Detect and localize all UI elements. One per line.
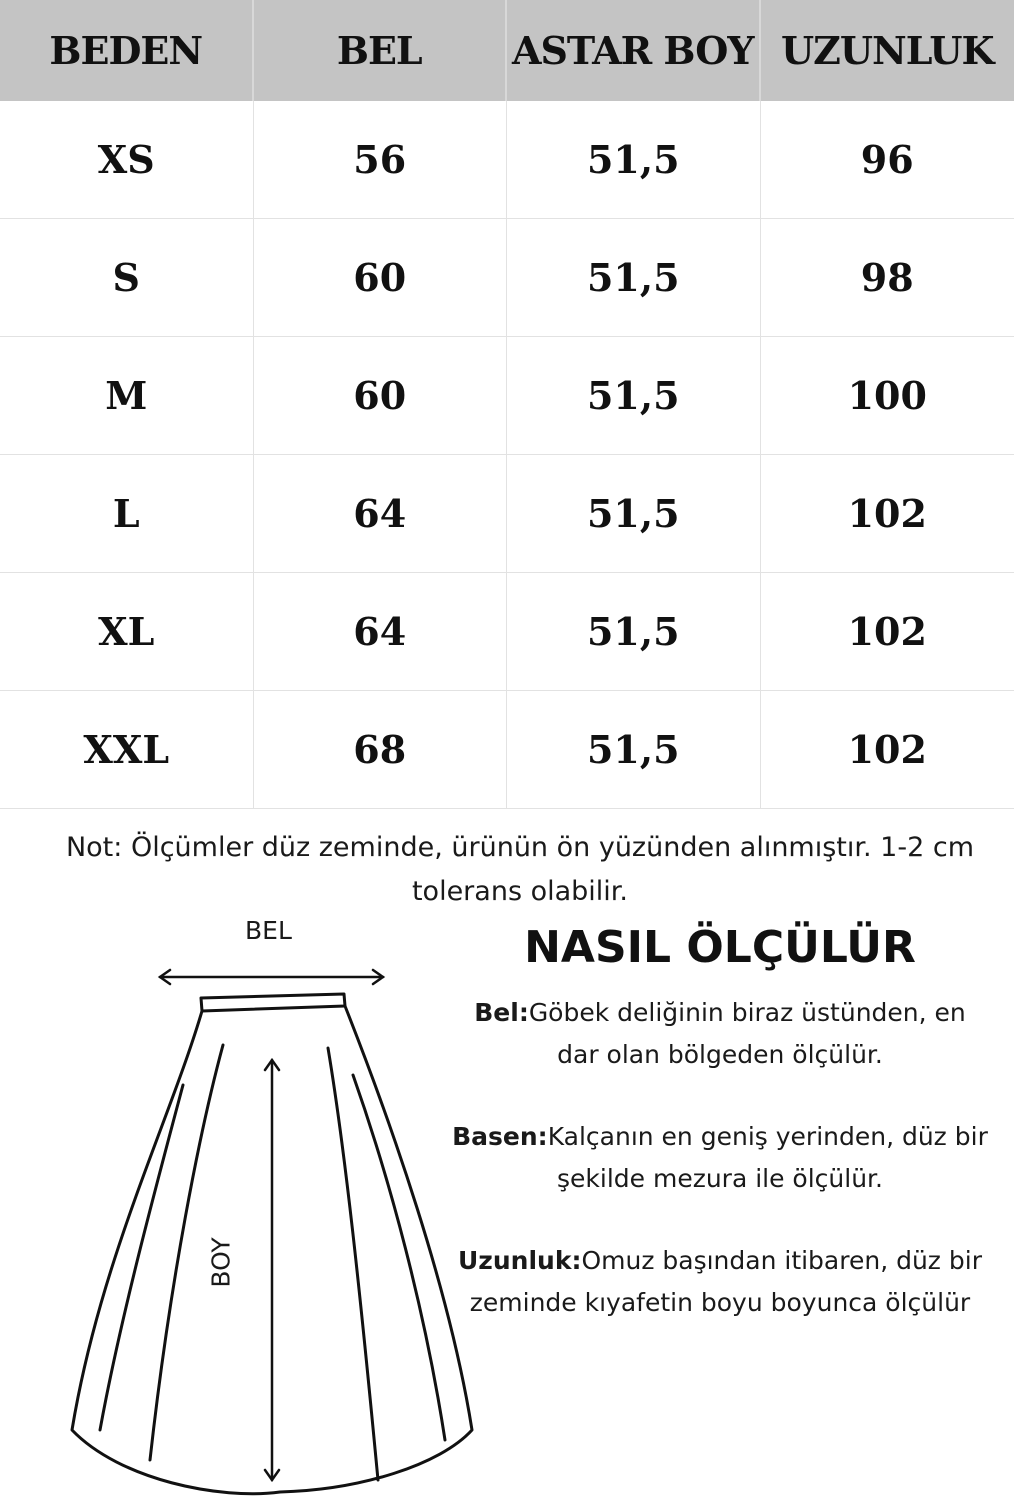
skirt-diagram — [60, 960, 490, 1500]
cell-astar-boy: 51,5 — [507, 455, 761, 572]
header-beden: BEDEN — [0, 0, 254, 101]
cell-astar-boy: 51,5 — [507, 219, 761, 336]
cell-size: L — [0, 455, 254, 572]
cell-astar-boy: 51,5 — [507, 573, 761, 690]
measurement-note: Not: Ölçümler düz zeminde, ürünün ön yüzünden alınmıştır. 1-2 cm tolerans olabilir. — [65, 832, 975, 907]
table-row — [0, 455, 1014, 573]
howto-term: Uzunluk: — [458, 1246, 582, 1275]
table-row — [0, 219, 1014, 337]
howto-bel — [450, 992, 990, 1076]
bel-arrow-icon — [160, 970, 383, 984]
cell-uzunluk: 96 — [860, 137, 914, 182]
cell-bel: 60 — [254, 337, 508, 454]
cell-uzunluk: 100 — [847, 373, 927, 418]
howto-uzunluk — [450, 1240, 990, 1324]
howto-text: Göbek deliğinin biraz üstünden, en dar olan bölgeden ölçülür. — [528, 998, 966, 1069]
boy-label: BOY — [206, 1237, 236, 1288]
cell-uzunluk: 102 — [847, 727, 927, 772]
cell-bel: 60 — [254, 219, 508, 336]
cell-bel: 64 — [254, 573, 508, 690]
howto-basen — [450, 1116, 990, 1200]
cell-uzunluk: 102 — [847, 491, 927, 536]
howto-text: Kalçanın en geniş yerinden, düz bir şekilde mezura ile ölçülür. — [547, 1122, 988, 1193]
cell-uzunluk: 102 — [847, 609, 927, 654]
header-uzunluk: UZUNLUK — [780, 28, 994, 73]
howto-title: NASIL ÖLÇÜLÜR — [524, 922, 916, 973]
howto-text: Omuz başından itibaren, düz bir zeminde kıyafetin boyu boyunca ölçülür — [469, 1246, 982, 1317]
table-header-row — [0, 0, 1014, 101]
cell-size: XXL — [0, 691, 254, 808]
table-row — [0, 691, 1014, 809]
cell-bel: 56 — [254, 101, 508, 218]
cell-size: XS — [0, 101, 254, 218]
header-bel: BEL — [254, 0, 508, 101]
table-row — [0, 573, 1014, 691]
header-astar-boy: ASTAR BOY — [507, 0, 761, 101]
boy-arrow-icon — [265, 1060, 279, 1480]
cell-size: XL — [0, 573, 254, 690]
cell-size: S — [0, 219, 254, 336]
cell-astar-boy: 51,5 — [507, 691, 761, 808]
table-row — [0, 101, 1014, 219]
cell-size: M — [0, 337, 254, 454]
bel-label: BEL — [245, 916, 292, 945]
table-row — [0, 337, 1014, 455]
cell-uzunluk: 98 — [860, 255, 914, 300]
cell-bel: 64 — [254, 455, 508, 572]
howto-term: Basen: — [452, 1122, 548, 1151]
cell-astar-boy: 51,5 — [507, 101, 761, 218]
cell-astar-boy: 51,5 — [507, 337, 761, 454]
cell-bel: 68 — [254, 691, 508, 808]
howto-term: Bel: — [474, 998, 529, 1027]
